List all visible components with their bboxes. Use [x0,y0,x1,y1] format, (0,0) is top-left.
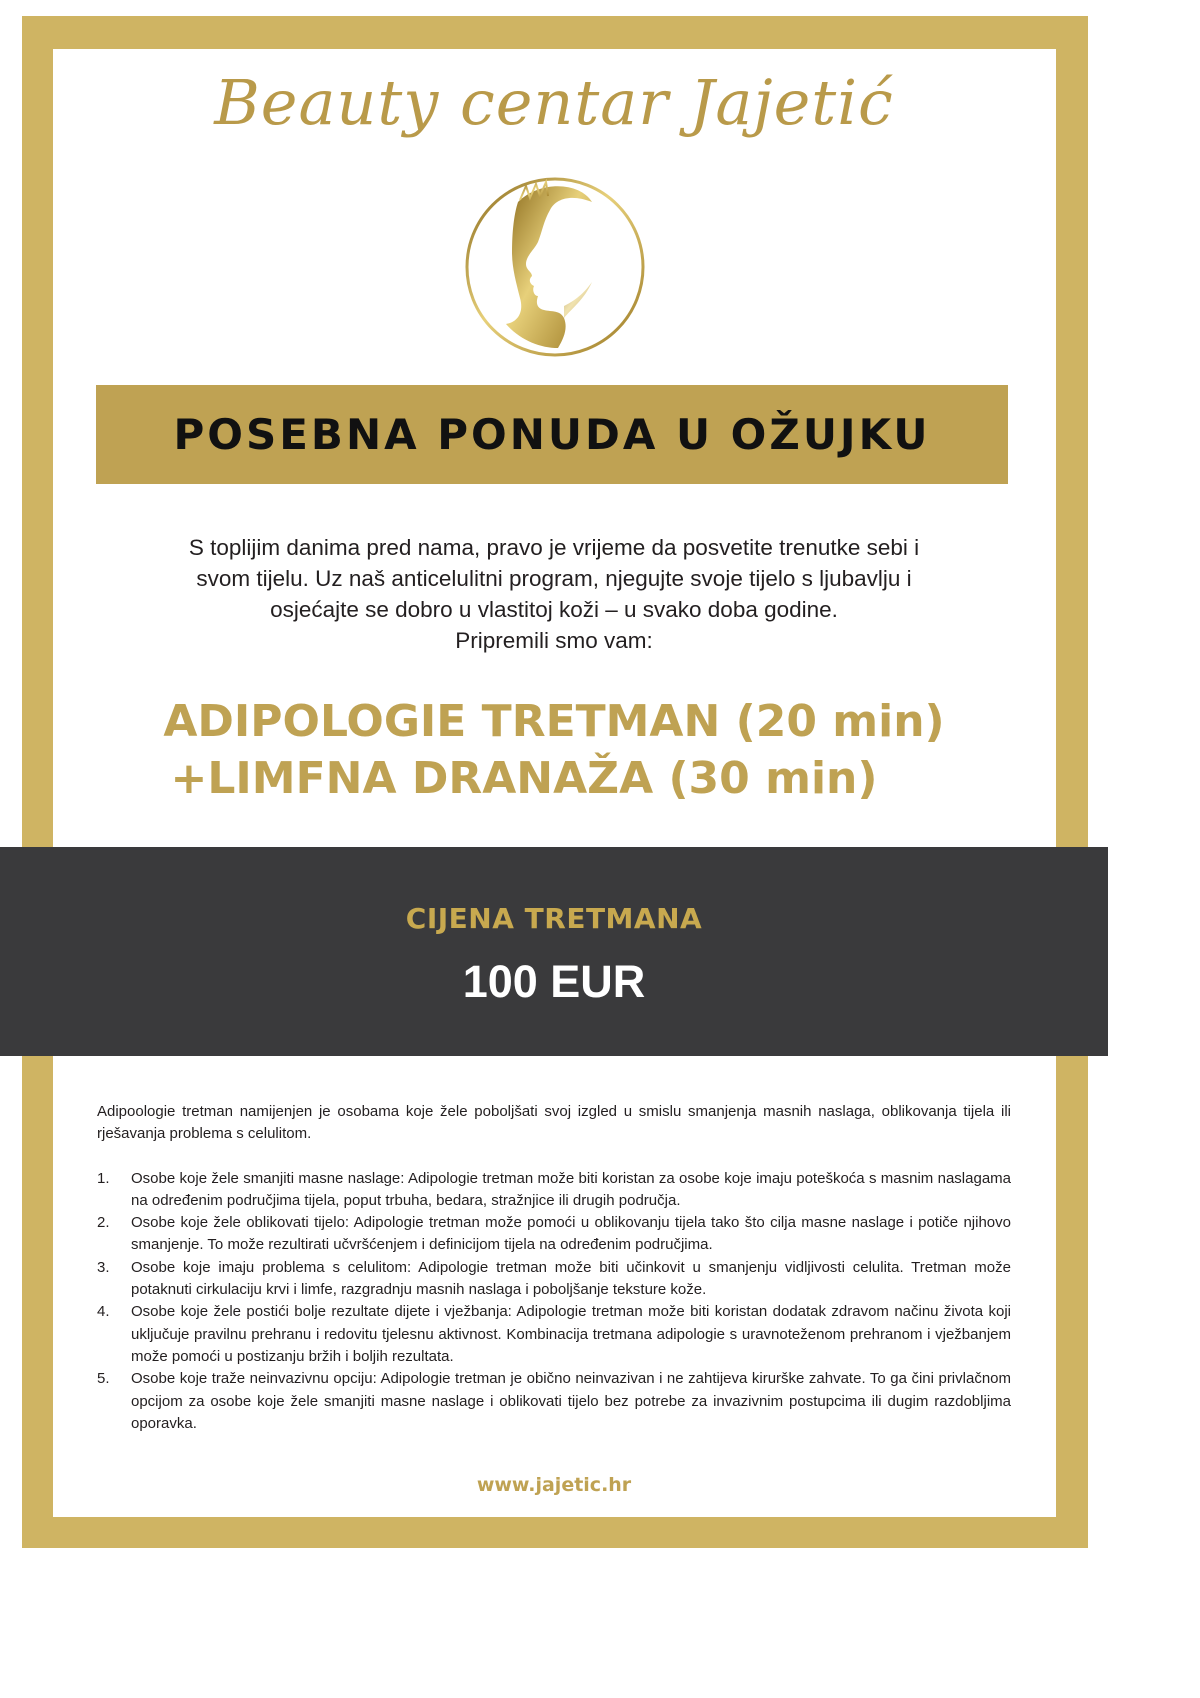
list-item [97,1168,1011,1213]
treatment-name-line-1: ADIPOLOGIE TRETMAN (20 min) [163,696,945,747]
list-item [97,1368,1011,1435]
list-number: 2. [97,1214,110,1232]
list-number: 3. [97,1258,110,1276]
description-intro: Adipoologie tretman namijenjen je osobama koje žele poboljšati svoj izgled u smislu smanjenja masnih naslaga, oblikovanja tijela ili rješavanja problema s celulitom. [97,1103,1011,1143]
offer-title-banner [96,385,1008,484]
website-link[interactable]: www.jajetic.hr [476,1474,632,1496]
woman-profile-in-circle-icon [460,172,650,362]
brand-name: Beauty centar Jajetić [214,66,894,139]
treatment-name-line-2: +LIMFNA DRANAŽA (30 min) [170,753,878,804]
intro-line: S toplijim danima pred nama, pravo je vrijeme da posvetite trenutke sebi i [188,535,920,560]
intro-line: svom tijelu. Uz naš anticelulitni program, njegujte svoje tijelo s ljubavlju i [196,566,912,591]
list-number: 4. [97,1303,110,1321]
price-label: CIJENA TRETMANA [405,902,703,935]
list-item [97,1301,1011,1368]
list-text: Osobe koje žele smanjiti masne naslage: Adipologie tretman može biti koristan za osobe koje imaju poteškoća s masnim naslagama na određenim područjima tijela, poput trbuha, bedara, stražnjice ili drugih područja. [131,1169,1011,1209]
intro-line: Pripremili smo vam: [455,628,653,653]
price-banner [0,847,1108,1056]
price-value: 100 EUR [462,956,646,1007]
intro-text [130,532,978,656]
list-text: Osobe koje žele oblikovati tijelo: Adipologie tretman može pomoći u oblikovanju tijela tako što cilja masne naslage i potiče njihovo smanjenje. To može rezultirati učvršćenjem i definicijom tijela na određenim područjima. [131,1214,1011,1254]
list-number: 5. [97,1370,110,1388]
intro-line: osjećajte se dobro u vlastitoj koži – u svako doba godine. [270,597,838,622]
list-text: Osobe koje žele postići bolje rezultate dijete i vježbanja: Adipologie tretman može biti koristan dodatak zdravom načinu života koji uključuje pravilnu prehranu i redovitu tjelesnu aktivnost. Kombinacija tretmana adipologie s uravnoteženom prehranom i vježbanjem može pomoći u postizanju bržih i boljih rezultata. [131,1303,1011,1365]
benefit-list [97,1168,1011,1436]
list-number: 1. [97,1169,110,1187]
treatment-description [97,1101,1011,1435]
list-text: Osobe koje traže neinvazivnu opciju: Adipologie tretman je obično neinvazivan i ne zahtijeva kirurške zahvate. To ga čini privlačnom opcijom za osobe koje žele smanjiti masne naslage i oblikovati tijelo bez potrebe za invazivnim postupcima ili dugim razdobljima oporavka. [131,1370,1011,1432]
list-item [97,1257,1011,1302]
offer-title: POSEBNA PONUDA U OŽUJKU [173,410,931,459]
list-item [97,1212,1011,1257]
list-text: Osobe koje imaju problema s celulitom: Adipologie tretman može biti učinkovit u smanjenju vidljivosti celulita. Tretman može potaknuti cirkulaciju krvi i limfe, razgradnju masnih naslaga i poboljšanje teksture kože. [131,1258,1011,1299]
